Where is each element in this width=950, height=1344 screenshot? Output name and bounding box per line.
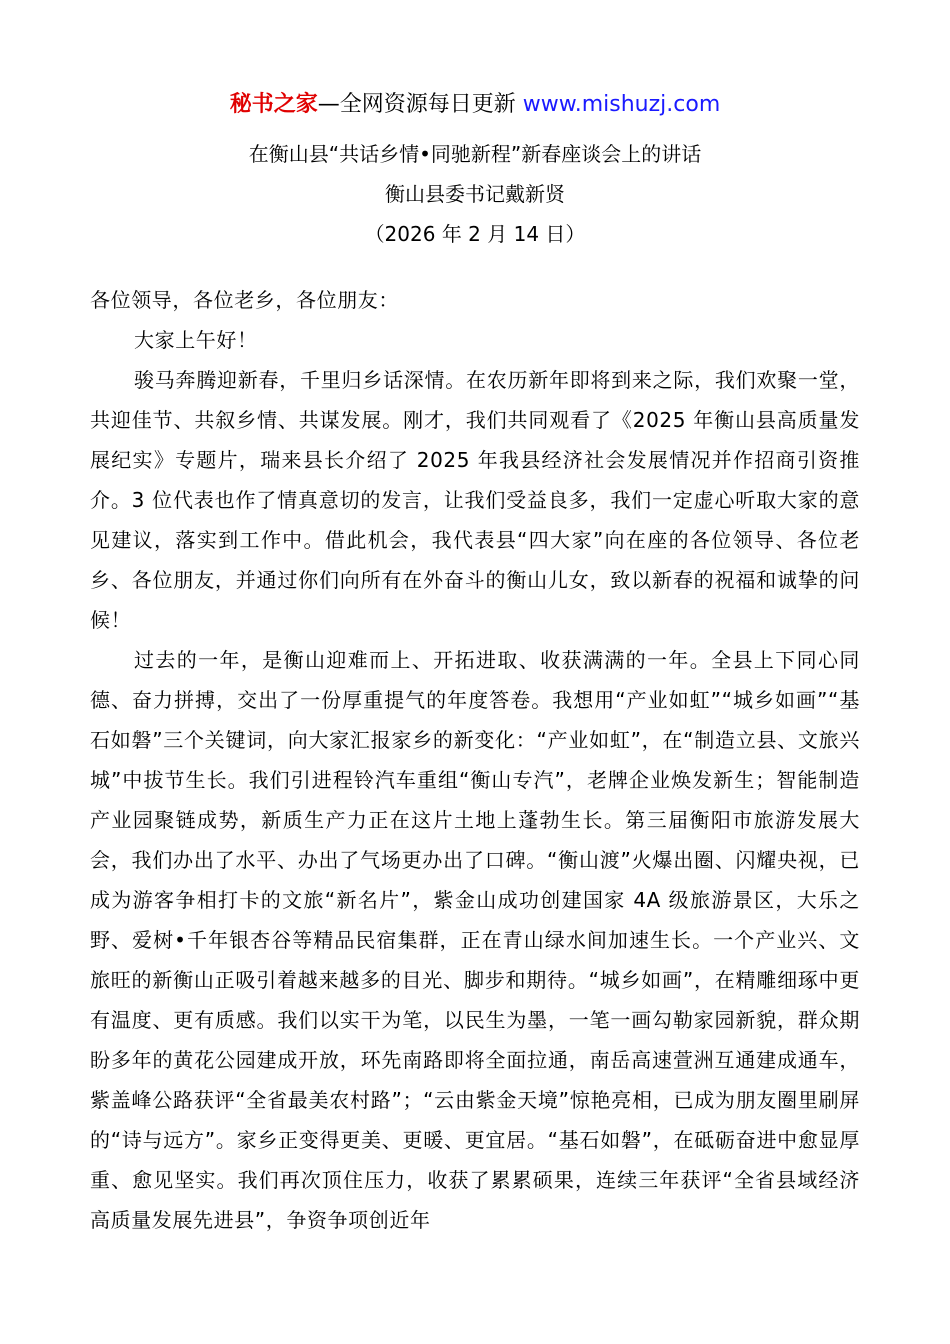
speech-date: （2026 年 2 月 14 日） [364, 222, 586, 246]
paragraph-opening: 骏马奔腾迎新春，千里归乡话深情。在农历新年即将到来之际，我们欢聚一堂，共迎佳节、共叙乡情、共谋发展。刚才，我们共同观看了《2025 年衡山县高质量发展纪实》专题片，瑞来县长介绍了 2025 年我县经济社会发展情况并作招商引资推介。3 位代表也作了情真意切的发言，让我们受益良多，我们一定虚心听取大家的意见建议，落实到工作中。借此机会，我代表县“四大家”向在座的各位领导、各位老乡、各位朋友，并通过你们向所有在外奋斗的衡山儿女，致以新春的祝福和诚挚的问候！ [90, 368, 860, 632]
speech-header [0, 134, 950, 254]
speech-title: 在衡山县“共话乡情•同驰新程”新春座谈会上的讲话 [248, 142, 702, 166]
speaker-line: 衡山县委书记戴新贤 [385, 182, 565, 206]
site-banner [0, 88, 950, 122]
speech-body [90, 280, 860, 1240]
paragraph-greeting: 大家上午好！ [134, 328, 258, 352]
brand-name: 秘书之家 [229, 92, 318, 117]
site-url-link[interactable]: www.mishuzj.com [522, 92, 721, 117]
banner-tagline: —全网资源每日更新 [317, 92, 523, 117]
salutation: 各位领导，各位老乡，各位朋友： [90, 288, 399, 312]
paragraph-review: 过去的一年，是衡山迎难而上、开拓进取、收获满满的一年。全县上下同心同德、奋力拼搏，交出了一份厚重提气的年度答卷。我想用“产业如虹”“城乡如画”“基石如磐”三个关键词，向大家汇报家乡的新变化：“产业如虹”，在“制造立县、文旅兴城”中拔节生长。我们引进程铃汽车重组“衡山专汽”，老牌企业焕发新生；智能制造产业园聚链成势，新质生产力正在这片土地上蓬勃生长。第三届衡阳市旅游发展大会，我们办出了水平、办出了气场更办出了口碑。“衡山渡”火爆出圈、闪耀央视，已成为游客争相打卡的文旅“新名片”，紫金山成功创建国家 4A 级旅游景区，大乐之野、爱树•千年银杏谷等精品民宿集群，正在青山绿水间加速生长。一个产业兴、文旅旺的新衡山正吸引着越来越多的目光、脚步和期待。“城乡如画”，在精雕细琢中更有温度、更有质感。我们以实干为笔，以民生为墨，一笔一画勾勒家园新貌，群众期盼多年的黄花公园建成开放，环先南路即将全面拉通，南岳高速萱洲互通建成通车，紫盖峰公路获评“全省最美农村路”；“云由紫金天境”惊艳亮相，已成为朋友圈里刷屏的“诗与远方”。家乡正变得更美、更暖、更宜居。“基石如磐”，在砥砺奋进中愈显厚重、愈见坚实。我们再次顶住压力，收获了累累硕果，连续三年获评“全省县域经济高质量发展先进县”，争资争项创近年 [90, 648, 860, 1232]
